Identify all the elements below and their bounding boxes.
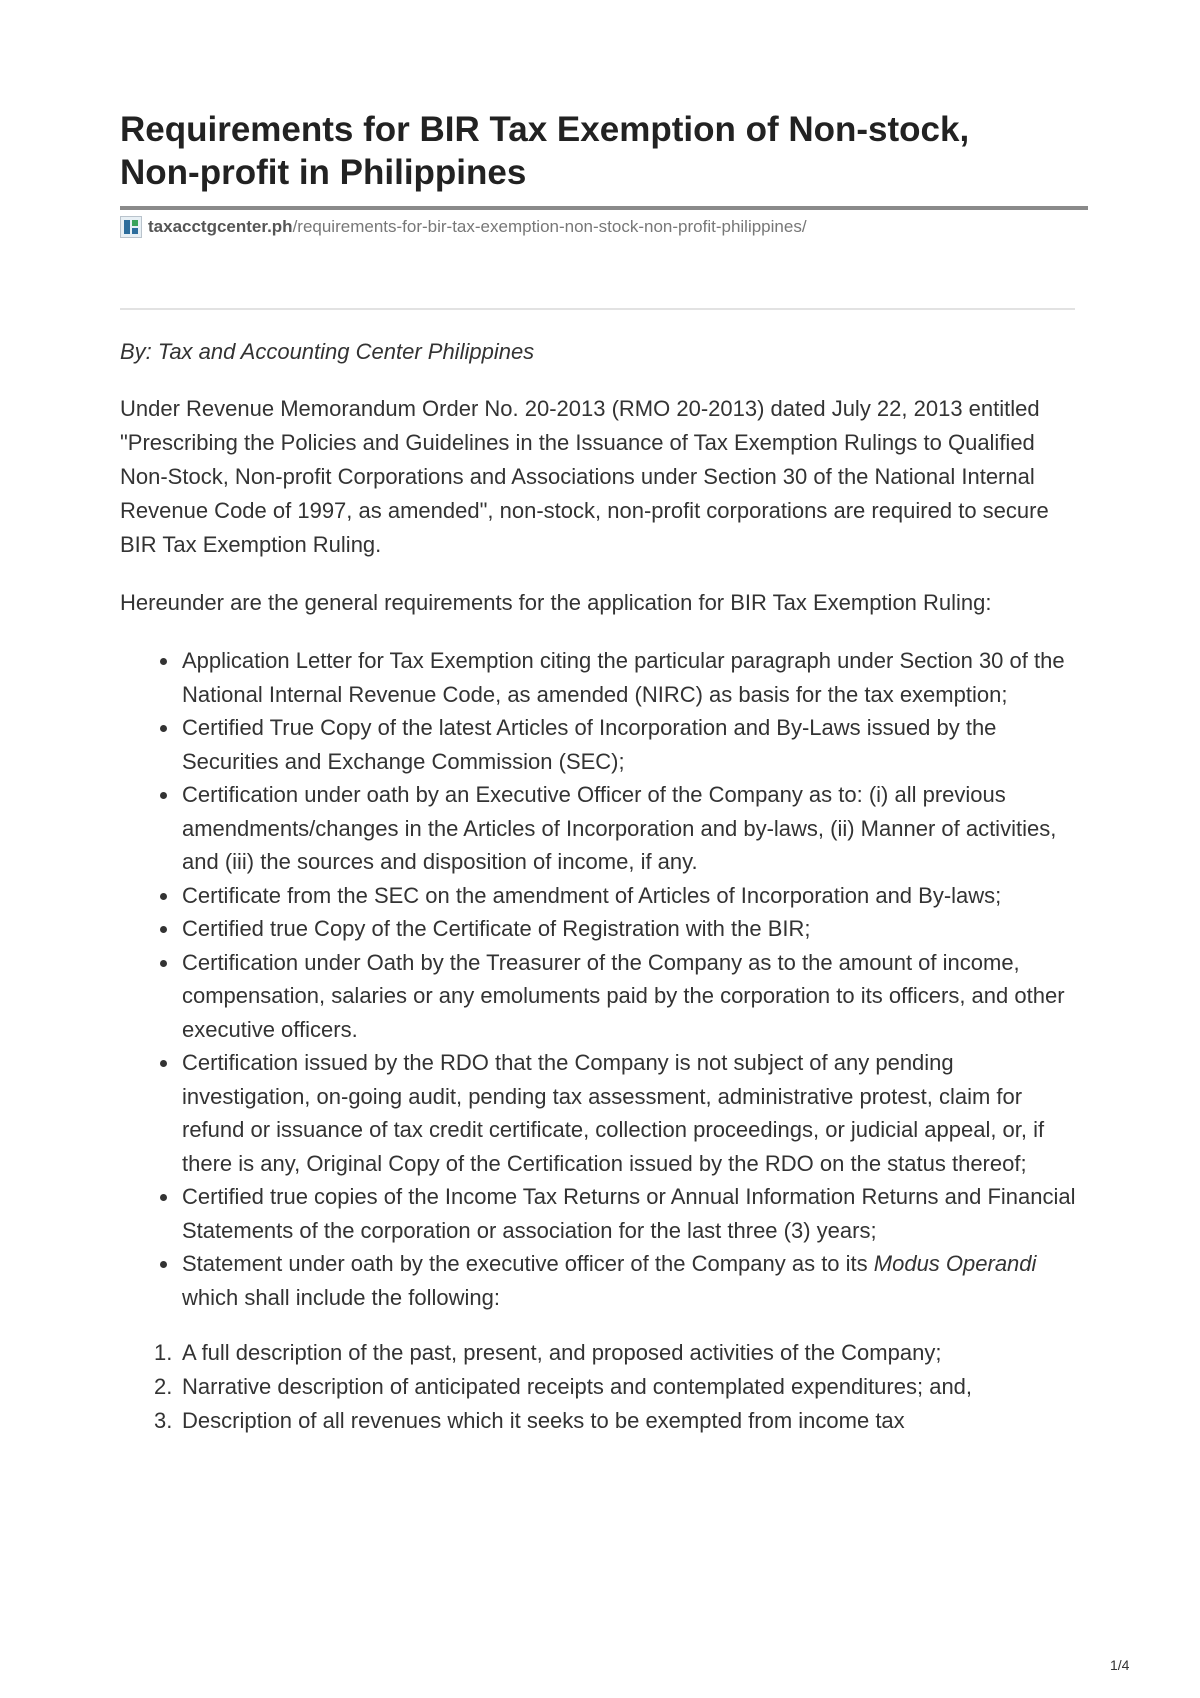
bullet-icon xyxy=(160,792,167,799)
list-item: Certification under Oath by the Treasurer of the Company as to the amount of income, compensation, salaries or any emoluments paid by the corporation to its officers, and other executive officers. xyxy=(182,946,1088,1047)
modus-operandi-list xyxy=(120,1336,1088,1438)
bullet-icon xyxy=(160,1060,167,1067)
bullet-icon xyxy=(160,926,167,933)
list-item: Certification under oath by an Executive Officer of the Company as to: (i) all previous amendments/changes in the Articles of Incorporation and by-laws, (ii) Manner of activities, and (iii) the sources and disposition of income, if any. xyxy=(182,778,1088,879)
bullet-icon xyxy=(160,893,167,900)
list-item: Certified true copies of the Income Tax Returns or Annual Information Returns and Financial Statements of the corporation or association for the last three (3) years; xyxy=(182,1180,1088,1247)
site-favicon-icon xyxy=(120,216,142,238)
bullet-icon xyxy=(160,658,167,665)
page-number: 1/4 xyxy=(1110,1657,1130,1673)
byline: By: Tax and Accounting Center Philippines xyxy=(120,339,535,364)
source-link[interactable] xyxy=(120,216,1088,238)
list-number: 1. xyxy=(154,1340,173,1365)
list-item: 1. A full description of the past, present, and proposed activities of the Company; xyxy=(182,1336,1088,1370)
source-path[interactable]: /requirements-for-bir-tax-exemption-non-stock-non-profit-philippines/ xyxy=(292,217,807,236)
list-number: 2. xyxy=(154,1374,173,1399)
source-domain[interactable]: taxacctgcenter.ph xyxy=(148,217,293,236)
list-item: Application Letter for Tax Exemption citing the particular paragraph under Section 30 of the National Internal Revenue Code, as amended (NIRC) as basis for the tax exemption; xyxy=(182,644,1088,711)
lead-paragraph: Hereunder are the general requirements for the application for BIR Tax Exemption Ruling: xyxy=(120,590,992,615)
bullet-icon xyxy=(160,960,167,967)
list-number: 3. xyxy=(154,1408,173,1433)
bullet-icon xyxy=(160,725,167,732)
title-divider xyxy=(120,206,1088,210)
list-item: 2. Narrative description of anticipated receipts and contemplated expenditures; and, xyxy=(182,1370,1088,1404)
list-item: 3. Description of all revenues which it seeks to be exempted from income tax xyxy=(182,1404,1088,1438)
bullet-icon xyxy=(160,1194,167,1201)
list-item: Certified true Copy of the Certificate of Registration with the BIR; xyxy=(182,912,1088,946)
content-divider xyxy=(120,308,1075,310)
list-item: Certificate from the SEC on the amendment of Articles of Incorporation and By-laws; xyxy=(182,879,1088,913)
list-item-modus-operandi: Statement under oath by the executive officer of the Company as to its Modus Operandi which shall include the following: xyxy=(182,1247,1088,1314)
requirements-list xyxy=(120,644,1088,1314)
article-title: Requirements for BIR Tax Exemption of Non-stock, Non-profit in Philippines xyxy=(120,110,970,192)
modus-operandi-term: Modus Operandi xyxy=(873,1251,1037,1276)
bullet-icon xyxy=(160,1261,167,1268)
article xyxy=(120,108,1088,1438)
list-item: Certified True Copy of the latest Articles of Incorporation and By-Laws issued by the Securities and Exchange Commission (SEC); xyxy=(182,711,1088,778)
list-item: Certification issued by the RDO that the Company is not subject of any pending investigation, on-going audit, pending tax assessment, administrative protest, claim for refund or issuance of tax credit certificate, collection proceedings, or judicial appeal, or, if there is any, Original Copy of the Certification issued by the RDO on the status thereof; xyxy=(182,1046,1088,1180)
intro-paragraph: Under Revenue Memorandum Order No. 20-2013 (RMO 20-2013) dated July 22, 2013 entitled "Prescribing the Policies and Guidelines in the Issuance of Tax Exemption Rulings to Qualified Non-Stock, Non-profit Corporations and Associations under Section 30 of the National Internal Revenue Code of 1997, as amended", non-stock, non-profit corporations are required to secure BIR Tax Exemption Ruling. xyxy=(120,396,1049,557)
